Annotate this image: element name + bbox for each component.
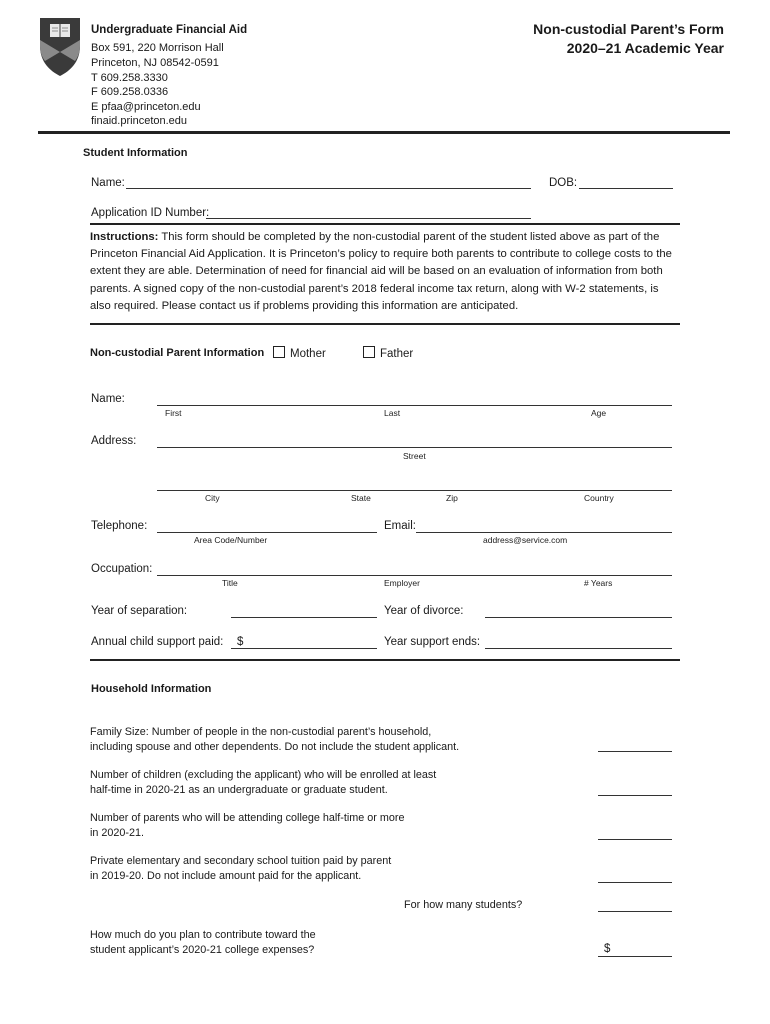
father-label: Father (380, 348, 414, 360)
email-label: Email: (384, 520, 416, 532)
instructions-bottom-rule (90, 323, 680, 325)
children-field[interactable] (598, 795, 672, 796)
child-support-label: Annual child support paid: (91, 636, 224, 648)
occupation-label: Occupation: (91, 563, 153, 575)
office-phone: T 609.258.3330 (91, 72, 168, 84)
street-field[interactable] (157, 447, 672, 448)
student-dob-label: DOB: (549, 177, 578, 189)
parent-name-label: Name: (91, 393, 125, 405)
email-caption: address@service.com (483, 535, 568, 545)
telephone-caption: Area Code/Number (194, 535, 268, 545)
mother-checkbox[interactable] (273, 346, 285, 358)
city-caption: City (205, 493, 220, 503)
office-name: Undergraduate Financial Aid (91, 24, 248, 36)
student-name-label: Name: (91, 177, 125, 189)
support-ends-label: Year support ends: (384, 636, 481, 648)
telephone-label: Telephone: (91, 520, 148, 532)
family-size-field[interactable] (598, 751, 672, 752)
contribution-dollar-sign: $ (604, 943, 611, 955)
instructions-label: Instructions: (90, 231, 159, 243)
occupation-field[interactable] (157, 575, 672, 576)
tuition-question (90, 854, 391, 884)
application-id-field[interactable] (206, 218, 531, 219)
how-many-students-label: For how many students? (404, 899, 523, 911)
email-field[interactable] (416, 532, 672, 533)
academic-year: 2020–21 Academic Year (566, 40, 724, 56)
parents-line-1: Number of parents who will be attending college half-time or more (90, 812, 405, 824)
office-email: E pfaa@princeton.edu (91, 101, 201, 113)
family-size-line-1: Family Size: Number of people in the non-custodial parent’s household, (90, 726, 432, 738)
student-section-title: Student Information (83, 147, 188, 159)
contribute-line-2: student applicant’s 2020-21 college expenses? (90, 944, 315, 956)
parent-section-title: Non-custodial Parent Information (90, 347, 265, 359)
separation-label: Year of separation: (91, 605, 188, 617)
children-question (90, 768, 436, 798)
parent-address-label: Address: (91, 435, 137, 447)
children-line-1: Number of children (excluding the applicant) who will be enrolled at least (90, 769, 437, 781)
parent-section-bottom-rule (90, 659, 680, 661)
contribution-field[interactable] (598, 956, 672, 957)
contribution-question (90, 928, 316, 958)
office-website: finaid.princeton.edu (91, 115, 188, 127)
parents-in-college-field[interactable] (598, 839, 672, 840)
parents-line-2: in 2020-21. (90, 827, 145, 839)
family-size-question (90, 725, 459, 755)
office-address-line-2: Princeton, NJ 08542-0591 (91, 57, 219, 69)
office-fax: F 609.258.0336 (91, 86, 169, 98)
employer-caption: Employer (384, 578, 420, 588)
age-caption: Age (591, 408, 607, 418)
telephone-field[interactable] (157, 532, 377, 533)
zip-caption: Zip (446, 493, 458, 503)
mother-checkbox-option[interactable] (273, 346, 326, 360)
mother-label: Mother (290, 348, 326, 360)
child-support-field[interactable] (231, 648, 377, 649)
father-checkbox[interactable] (363, 346, 375, 358)
support-ends-field[interactable] (485, 648, 672, 649)
parents-in-college-question (90, 811, 404, 841)
divorce-field[interactable] (485, 617, 672, 618)
years-caption: # Years (584, 578, 613, 588)
household-section-title: Household Information (91, 683, 212, 695)
title-caption: Title (222, 578, 238, 588)
state-caption: State (351, 493, 371, 503)
instructions-top-rule (90, 223, 680, 225)
instructions-text: This form should be completed by the non-custodial parent of the student listed above as part of the Princeton Financial Aid Application. It is Princeton’s policy to require both parents to contribute to college costs to the extent they are able. Determination of need for financial aid will be based on an evaluation of information from both parents. A signed copy of the non-custodial parent’s 2018 federal income tax return, along with W-2 statements, is also required. Please contact us if problems providing this information are anticipated. (90, 231, 672, 312)
tuition-line-2: in 2019-20. Do not include amount paid for the applicant. (90, 870, 362, 882)
how-many-students-field[interactable] (598, 911, 672, 912)
divorce-label: Year of divorce: (384, 605, 464, 617)
parent-name-field[interactable] (157, 405, 672, 406)
city-state-zip-country-field[interactable] (157, 490, 672, 491)
separation-field[interactable] (231, 617, 377, 618)
princeton-shield-logo (38, 16, 82, 78)
student-dob-field[interactable] (579, 188, 673, 189)
father-checkbox-option[interactable] (363, 346, 413, 360)
child-support-dollar-sign: $ (237, 636, 244, 648)
children-line-2: half-time in 2020-21 as an undergraduate or graduate student. (90, 784, 388, 796)
student-name-field[interactable] (126, 188, 531, 189)
last-name-caption: Last (384, 408, 401, 418)
form-title: Non-custodial Parent’s Form (533, 21, 724, 37)
tuition-line-1: Private elementary and secondary school tuition paid by parent (90, 855, 392, 867)
header-divider (38, 131, 730, 134)
instructions-paragraph (90, 229, 675, 315)
first-name-caption: First (165, 408, 182, 418)
contribute-line-1: How much do you plan to contribute toward the (90, 929, 316, 941)
family-size-line-2: including spouse and other dependents. Do not include the student applicant. (90, 741, 460, 753)
country-caption: Country (584, 493, 614, 503)
tuition-field[interactable] (598, 882, 672, 883)
office-address-line-1: Box 591, 220 Morrison Hall (91, 42, 224, 54)
street-caption: Street (403, 451, 426, 461)
application-id-label: Application ID Number: (91, 207, 210, 219)
